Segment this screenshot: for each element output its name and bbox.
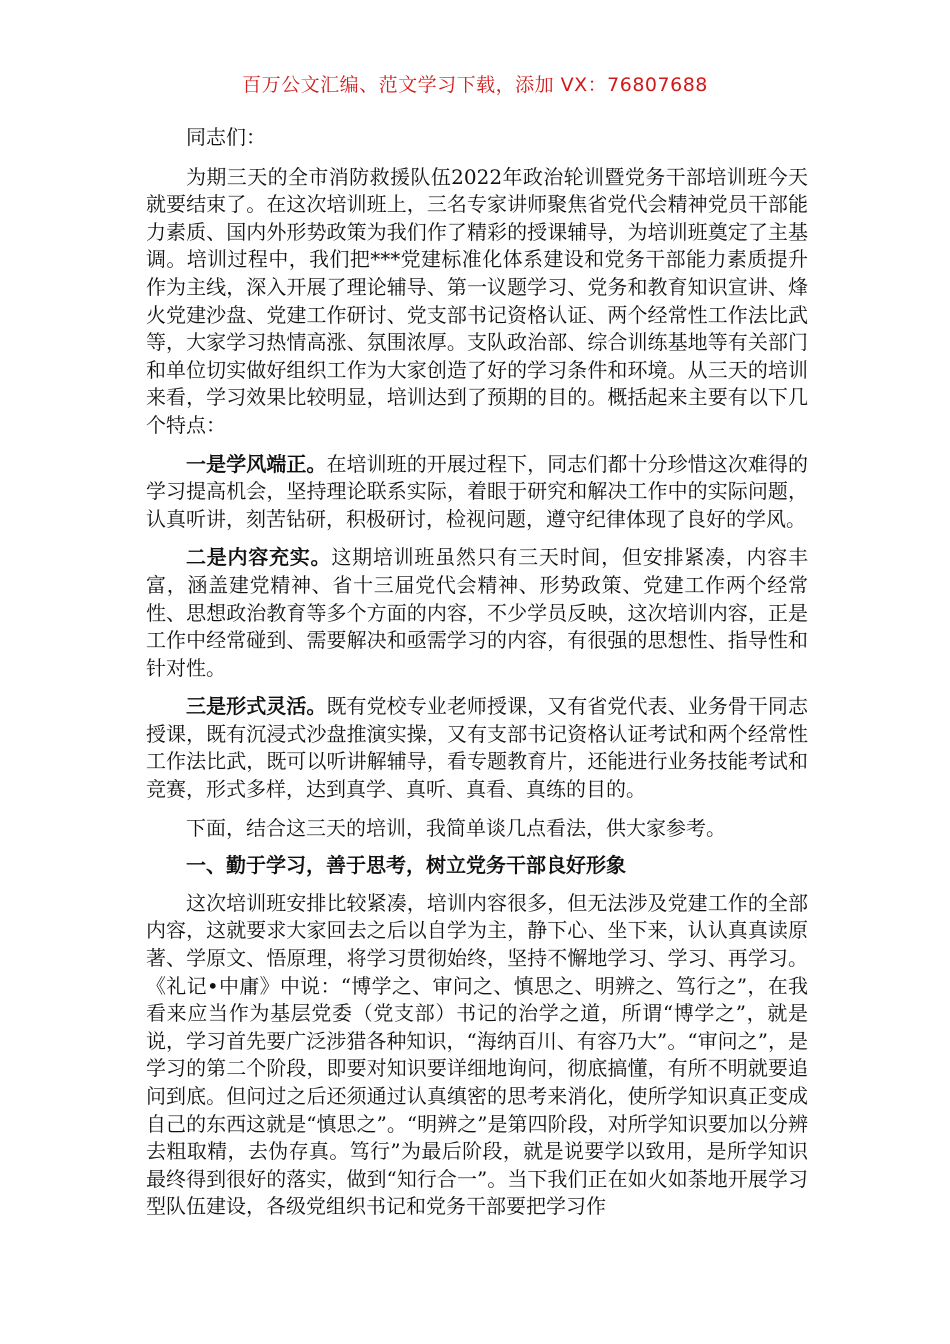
point-1-text: 在培训班的开展过程下，同志们都十分珍惜这次难得的学习提高机会，坚持理论联系实际，着眼于研究和解决工作中的实际问题，认真听讲，刻苦钻研，积极研讨，检视问题，遵守纪律体现了良好的学风。 <box>146 451 809 531</box>
point-3-text: 既有党校专业老师授课，又有省党代表、业务骨干同志授课，既有沉浸式沙盘推演实操，又有支部书记资格认证考试和两个经常性工作法比武，既可以听讲解辅导，看专题教育片，还能进行业务技能考试和竞赛，形式多样，达到真学、真听、真看、真练的目的。 <box>146 694 809 802</box>
salutation: 同志们： <box>186 125 266 149</box>
point-3-paragraph <box>146 693 808 803</box>
point-2-title: 二是内容充实。 <box>186 545 332 570</box>
header-watermark: 百万公文汇编、范文学习下载，添加 VX：76807688 <box>242 74 708 96</box>
section-1-paragraph: 这次培训班安排比较紧凑，培训内容很多，但无法涉及党建工作的全部内容，这就要求大家回去之后以自学为主，静下心、坐下来，认认真真读原著、学原文、悟原理，将学习贯彻始终，坚持不懈地学习、学习、再学习。《礼记•中庸》中说：“博学之、审问之、慎思之、明辨之、笃行之”，在我看来应当作为基层党委（党支部）书记的治学之道，所谓“博学之”，就是说，学习首先要广泛涉猎各种知识，“海纳百川、有容乃大”。“审问之”，是学习的第二个阶段，即要对知识要详细地询问，彻底搞懂，有所不明就要追问到底。但问过之后还须通过认真缜密的思考来消化，使所学知识真正变成自己的东西这就是“慎思之”。“明辨之”是第四阶段，对所学知识要加以分辨去粗取精，去伪存真。笃行”为最后阶段，就是说要学以致用，是所学知识最终得到很好的落实，做到“知行合一”。当下我们正在如火如荼地开展学习型队伍建设，各级党组织书记和党务干部要把学习作 <box>146 890 808 1219</box>
point-3-title: 三是形式灵活。 <box>186 694 327 719</box>
document-body <box>146 124 808 1231</box>
transition-paragraph: 下面，结合这三天的培训，我简单谈几点看法，供大家参考。 <box>186 815 726 840</box>
point-2-text: 这期培训班虽然只有三天时间，但安排紧凑，内容丰富，涵盖建党精神、省十三届党代会精神、形势政策、党建工作两个经常性、思想政治教育等多个方面的内容，不少学员反映，这次培训内容，正是工作中经常碰到、需要解决和亟需学习的内容，有很强的思想性、指导性和针对性。 <box>146 545 809 680</box>
point-1-title: 一是学风端正。 <box>186 451 327 476</box>
point-1-paragraph <box>146 451 808 534</box>
intro-paragraph: 为期三天的全市消防救援队伍2022年政治轮训暨党务干部培训班今天就要结束了。在这次培训班上，三名专家讲师聚焦省党代会精神党员干部能力素质、国内外形势政策为我们作了精彩的授课辅导，为培训班奠定了主基调。培训过程中，我们把***党建标准化体系建设和党务干部能力素质提升作为主线，深入开展了理论辅导、第一议题学习、党务和教育知识宣讲、烽火党建沙盘、党建工作研讨、党支部书记资格认证、两个经常性工作法比武等，大家学习热情高涨、氛围浓厚。支队政治部、综合训练基地等有关部门和单位切实做好组织工作为大家创造了好的学习条件和环境。从三天的培训来看，学习效果比较明显，培训达到了预期的目的。概括起来主要有以下几个特点： <box>146 164 808 437</box>
section-1-heading: 一、勤于学习，善于思考，树立党务干部良好形象 <box>186 853 626 878</box>
point-2-paragraph <box>146 544 808 682</box>
